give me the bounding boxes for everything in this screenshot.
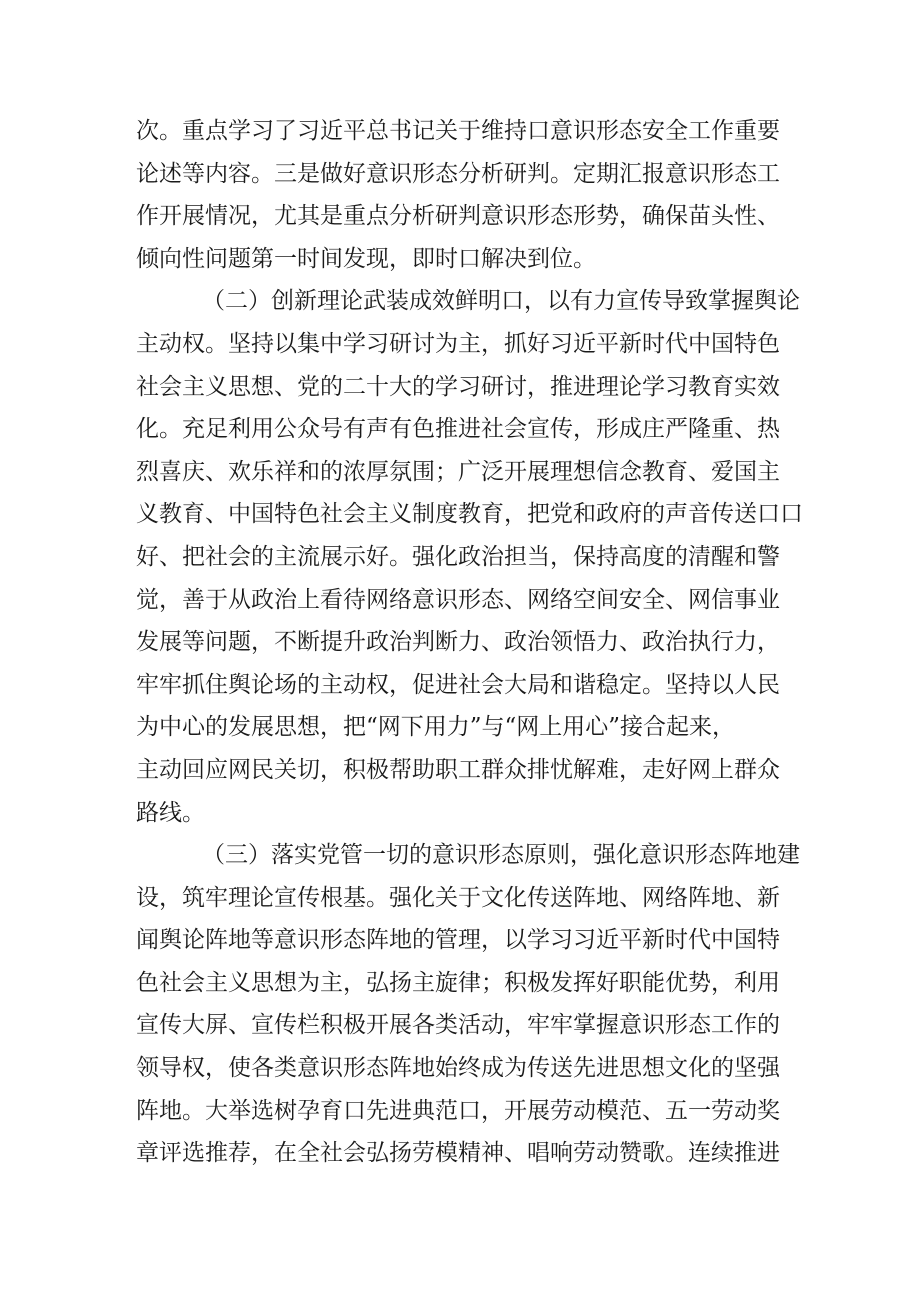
text-line: 主动权。坚持以集中学习研讨为主，抓好习近平新时代中国特色 xyxy=(136,330,780,357)
text-line: 作开展情况，尤其是重点分析研判意识形态形势，确保苗头性、 xyxy=(136,203,780,230)
text-line: 烈喜庆、欢乐祥和的浓厚氛围；广泛开展理想信念教育、爱国主 xyxy=(136,458,780,485)
text-line: 觉，善于从政治上看待网络意识形态、网络空间安全、网信事业 xyxy=(136,586,780,613)
text-line: 色社会主义思想为主，弘扬主旋律；积极发挥好职能优势，利用 xyxy=(136,969,780,996)
section-heading-line: （二）创新理论武装成效鲜明口，以有力宣传导致掌握舆论 xyxy=(202,288,800,315)
text-line: 设，筑牢理论宣传根基。强化关于文化传送阵地、网络阵地、新 xyxy=(136,884,780,911)
section-heading-line: （三）落实党管一切的意识形态原则，强化意识形态阵地建 xyxy=(202,842,800,869)
text-line: 宣传大屏、宣传栏积极开展各类活动，牢牢掌握意识形态工作的 xyxy=(136,1012,780,1039)
text-line: 好、把社会的主流展示好。强化政治担当，保持高度的清醒和警 xyxy=(136,543,780,570)
text-line: 化。充足利用公众号有声有色推进社会宣传，形成庄严隆重、热 xyxy=(136,416,780,443)
document-body xyxy=(136,110,803,1175)
text-line: 次。重点学习了习近平总书记关于维持口意识形态安全工作重要 xyxy=(136,118,780,144)
text-line: 社会主义思想、党的二十大的学习研讨，推进理论学习教育实效 xyxy=(136,373,780,400)
text-line: 发展等问题，不断提升政治判断力、政治领悟力、政治执行力， xyxy=(136,629,780,656)
text-line: 闻舆论阵地等意识形态阵地的管理，以学习习近平新时代中国特 xyxy=(136,927,780,954)
text-line: 倾向性问题第一时间发现，即时口解决到位。 xyxy=(136,245,596,272)
text-line: 路线。 xyxy=(136,799,205,826)
text-line: 论述等内容。三是做好意识形态分析研判。定期汇报意识形态工 xyxy=(136,160,780,187)
text-line: 章评选推荐，在全社会弘扬劳模精神、唱响劳动赞歌。连续推进 xyxy=(136,1140,780,1167)
text-line: 阵地。大举选树孕育口先进典范口，开展劳动模范、五一劳动奖 xyxy=(136,1097,780,1124)
text-line: 领导权，使各类意识形态阵地始终成为传送先进思想文化的坚强 xyxy=(136,1055,780,1082)
text-line: 主动回应网民关切，积极帮助职工群众排忧解难，走好网上群众 xyxy=(136,756,780,783)
text-line: 牢牢抓住舆论场的主动权，促进社会大局和谐稳定。坚持以人民 xyxy=(136,671,780,698)
text-line: 为中心的发展思想，把“网下用力”与“网上用心”接合起来， xyxy=(136,714,736,741)
text-line: 义教育、中国特色社会主义制度教育，把党和政府的声音传送口口 xyxy=(136,501,803,528)
